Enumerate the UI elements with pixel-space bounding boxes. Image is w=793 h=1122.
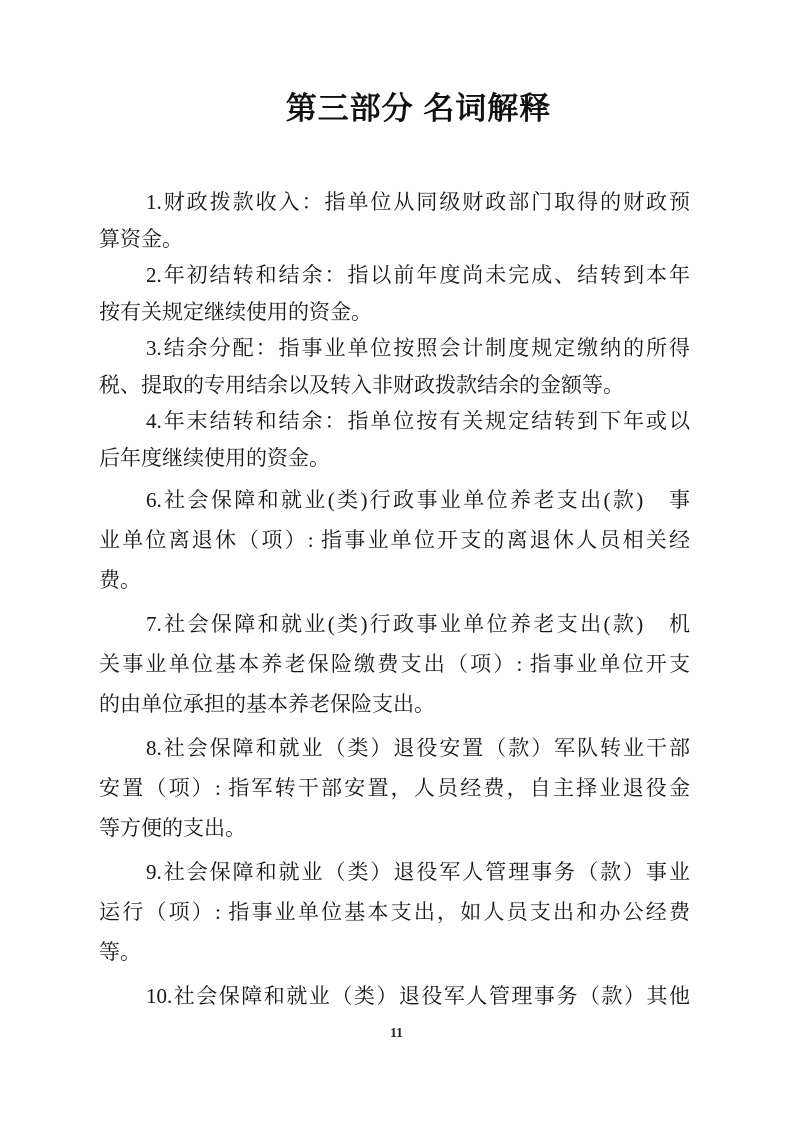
glossary-paragraph: [99, 257, 690, 330]
paragraph-line: 算资金。: [99, 226, 183, 251]
paragraph-line: 等方便的支出。: [99, 816, 246, 840]
glossary-paragraph: [99, 852, 690, 972]
paragraph-line: 10.社会保障和就业（类）退役军人管理事务（款）其他: [146, 984, 690, 1008]
paragraph-line: 按有关规定继续使用的资金。: [99, 299, 372, 324]
paragraph-line: 业单位离退休（项）: 指事业单位开支的离退休人员相关经: [99, 528, 690, 552]
paragraph-line: 7.社会保障和就业(类)行政事业单位养老支出(款) 机: [146, 612, 690, 636]
paragraph-line: 关事业单位基本养老保险缴费支出（项）: 指事业单位开支: [99, 652, 690, 676]
paragraph-line: 等。: [99, 940, 141, 964]
glossary-paragraph: [99, 184, 690, 257]
paragraph-line: 1.财政拨款收入：指单位从同级财政部门取得的财政预: [146, 190, 690, 214]
paragraph-line: 后年度继续使用的资金。: [99, 445, 330, 470]
glossary-paragraph: [99, 480, 690, 600]
paragraph-line: 的由单位承担的基本养老保险支出。: [99, 692, 435, 716]
glossary-paragraph: [99, 604, 690, 724]
paragraph-line: 3.结余分配：指事业单位按照会计制度规定缴纳的所得: [146, 336, 690, 360]
paragraph-line: 2.年初结转和结余：指以前年度尚未完成、结转到本年: [146, 263, 690, 287]
paragraph-line: 安置（项）: 指军转干部安置，人员经费，自主择业退役金: [99, 776, 690, 800]
paragraph-line: 4.年末结转和结余：指单位按有关规定结转到下年或以: [146, 409, 690, 433]
paragraph-line: 税、提取的专用结余以及转入非财政拨款结余的金额等。: [99, 372, 624, 397]
paragraph-line: 运行（项）: 指事业单位基本支出，如人员支出和办公经费: [99, 900, 690, 924]
page-title: 第三部分 名词解释: [285, 91, 552, 126]
glossary-paragraph: [99, 728, 690, 848]
glossary-paragraph: [99, 976, 690, 1016]
paragraph-line: 8.社会保障和就业（类）退役安置（款）军队转业干部: [146, 736, 690, 760]
paragraph-line: 6.社会保障和就业(类)行政事业单位养老支出(款) 事: [146, 488, 690, 512]
page-number: 11: [390, 1025, 403, 1040]
glossary-section: [99, 184, 690, 1016]
paragraph-line: 费。: [99, 568, 141, 592]
paragraph-line: 9.社会保障和就业（类）退役军人管理事务（款）事业: [146, 860, 690, 884]
glossary-paragraph: [99, 330, 690, 403]
glossary-paragraph: [99, 403, 690, 476]
